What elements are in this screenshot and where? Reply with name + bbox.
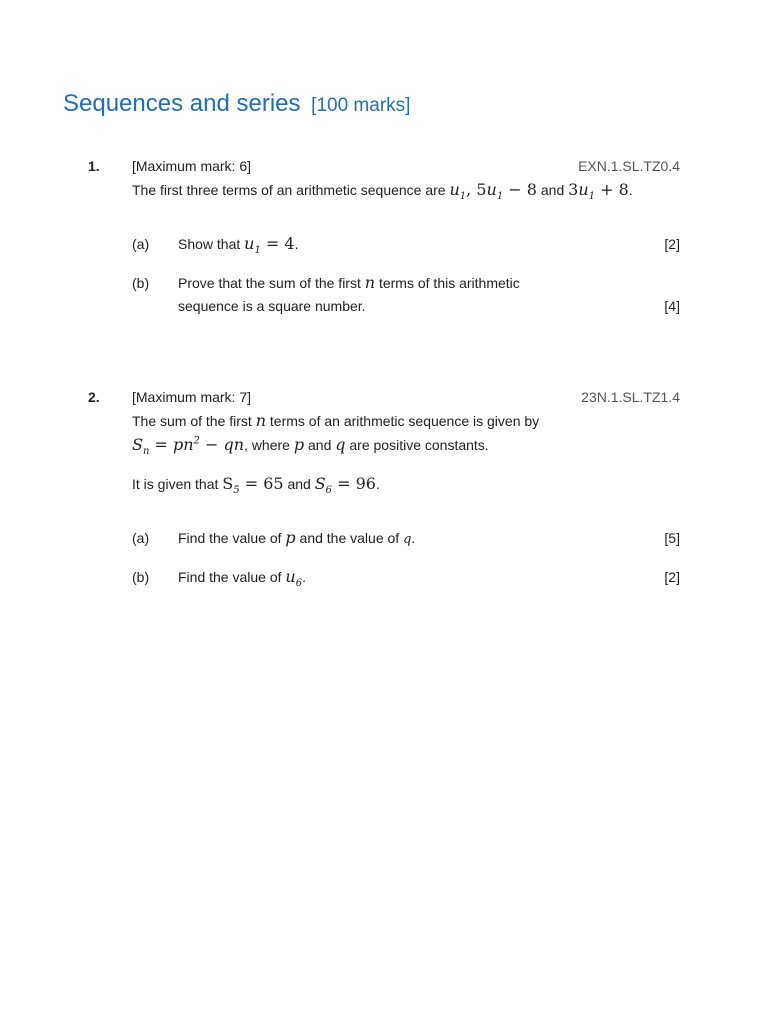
math-expression: $u_1$, $5u_1 - 8$ — [449, 180, 537, 203]
part-letter: (a) — [132, 236, 150, 252]
page-title-text: Sequences and series — [63, 90, 301, 117]
question-stem-formula: $S_n = pn^2$ − qn, where p and q are positive constants. — [132, 435, 489, 458]
question-code: 23N.1.SL.TZ1.4 — [581, 389, 680, 405]
part-text: Prove that the sum of the first n terms of this arithmetic — [178, 273, 520, 292]
question-number: 2. — [88, 389, 100, 405]
math-expression: n — [255, 411, 267, 430]
math-expression: $u_1 = 4$ — [244, 234, 295, 257]
part-mark: [4] — [664, 298, 680, 314]
part-mark: [5] — [664, 530, 680, 546]
part-text-continued: sequence is a square number. — [178, 298, 366, 314]
part-letter: (b) — [132, 569, 150, 585]
part-letter: (b) — [132, 275, 150, 291]
question-stem: The first three terms of an arithmetic sequence are $u_1$, $5u_1 - 8$ and $3u_1 + 8$. — [132, 180, 633, 203]
part-letter: (a) — [132, 530, 150, 546]
math-expression: $u_6$ — [285, 567, 303, 590]
max-mark: [Maximum mark: 7] — [132, 389, 252, 405]
math-expression: $S_5 = 65$ — [222, 474, 284, 497]
math-expression: $S_6 = 96$ — [314, 474, 376, 497]
question-number: 1. — [88, 158, 100, 174]
math-expression: n — [364, 273, 376, 292]
page-title — [63, 90, 410, 118]
question-code: EXN.1.SL.TZ0.4 — [578, 158, 680, 174]
math-expression: $S_n = pn^2$ − qn — [132, 435, 245, 458]
part-mark: [2] — [664, 569, 680, 585]
max-mark: [Maximum mark: 6] — [132, 158, 252, 174]
question-stem: The sum of the first n terms of an arithmetic sequence is given by — [132, 411, 540, 430]
part-mark: [2] — [664, 236, 680, 252]
math-expression: $3u_1 + 8$ — [568, 180, 629, 203]
part-text: Find the value of p and the value of q. — [178, 528, 416, 547]
part-text: Show that $u_1 = 4$. — [178, 234, 299, 257]
total-marks: [100 marks] — [311, 95, 411, 116]
given-values: It is given that $S_5 = 65$ and $S_6 = 96$. — [132, 474, 380, 497]
part-text: Find the value of $u_6$. — [178, 567, 306, 590]
